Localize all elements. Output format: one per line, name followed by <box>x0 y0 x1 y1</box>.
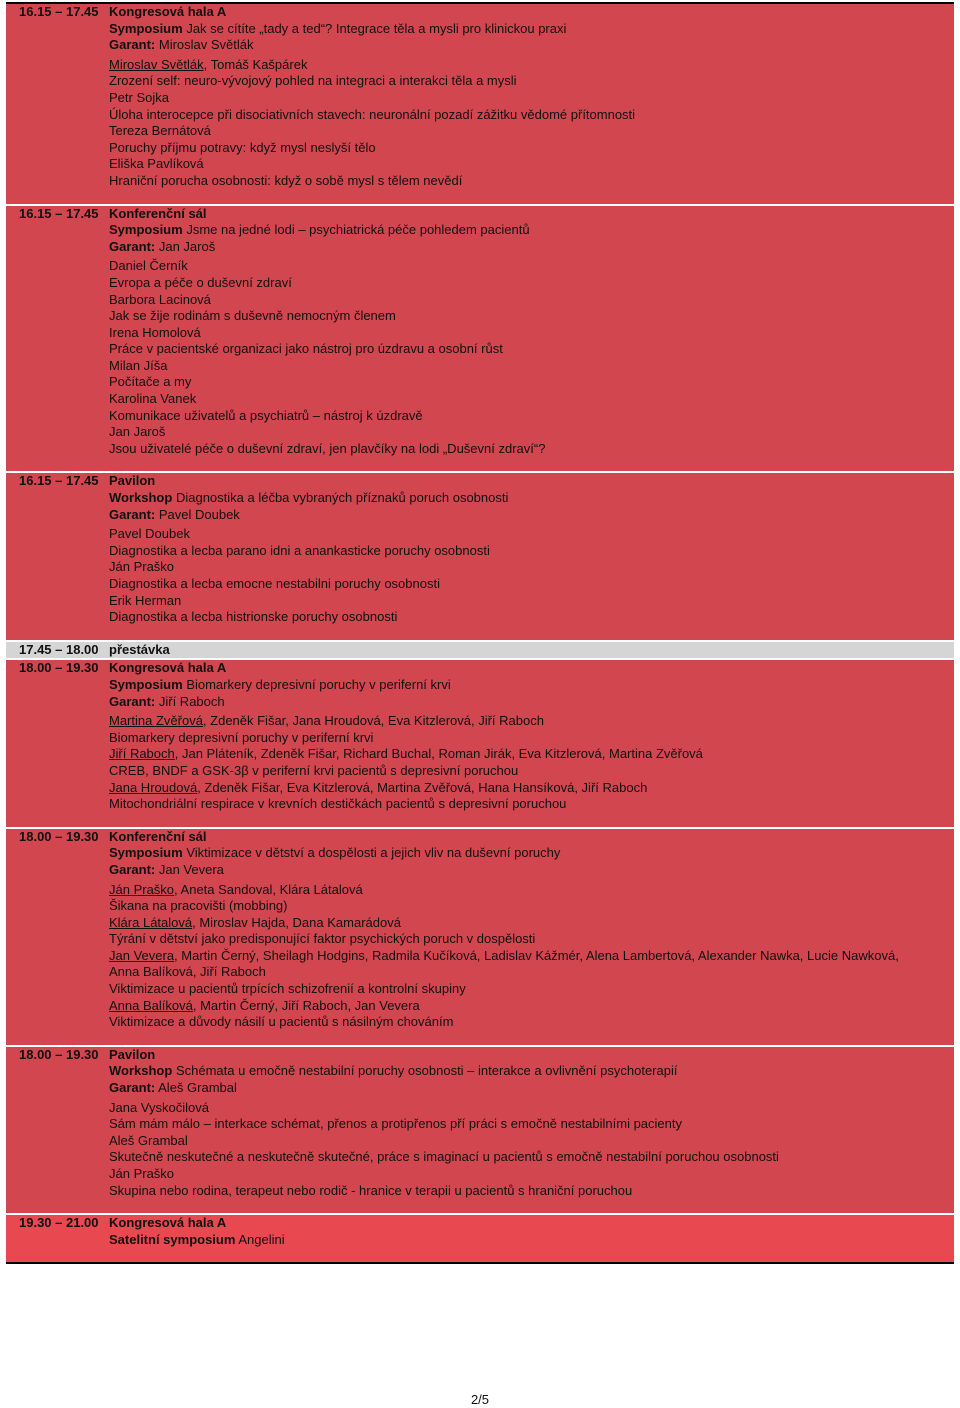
session-title-line <box>109 845 954 862</box>
talk-title: Mitochondriální respirace v krevních destičkách pacientů s depresivní poruchou <box>109 796 567 812</box>
talk-authors <box>109 593 954 610</box>
talk-title: Jsou uživatelé péče o duševní zdraví, jen plavčíky na lodi „Duševní zdraví“? <box>109 440 546 456</box>
session-type: Workshop <box>109 490 173 506</box>
schedule <box>6 2 954 1264</box>
talk-authors <box>109 1133 954 1150</box>
talk-coauthors: , Martin Černý, Sheilagh Hodgins, Radmila Kučíková, Ladislav Kážmér, Alena Lambertová, Alexander Nawka, Lucie Nawková, <box>174 947 899 963</box>
talk-first-author: Tereza Bernátová <box>109 123 211 139</box>
talk-authors <box>109 90 954 107</box>
talk-title: Skutečně neskutečné a neskutečně skutečné, práce s imaginací u pacientů s emočně nestabilní poruchou osobnosti <box>109 1149 779 1165</box>
talk-authors <box>109 915 954 932</box>
talk-title: Diagnostika a lecba parano idni a anankasticke poruchy osobnosti <box>109 542 490 558</box>
talk-authors <box>109 746 954 763</box>
garant-name: Jan Vevera <box>158 861 224 877</box>
talk-first-author: Jana Vyskočilová <box>109 1099 209 1115</box>
talk-authors <box>109 57 954 74</box>
talk-authors <box>109 424 954 441</box>
page-number: 2/5 <box>470 1392 490 1407</box>
talk-authors <box>109 1166 954 1183</box>
session-block <box>6 2 954 206</box>
session-title: Viktimizace v dětství a dospělosti a jejich vliv na duševní poruchy <box>186 845 561 861</box>
session-title-line <box>109 222 954 239</box>
satellite-time: 19.30 – 21.00 <box>19 1215 99 1231</box>
talk-first-author: Miroslav Světlák <box>109 56 204 72</box>
talk-title: Šikana na pracovišti (mobbing) <box>109 898 288 914</box>
session-garant-line <box>109 507 954 524</box>
talk-coauthors: , Martin Černý, Jiří Raboch, Jan Vevera <box>192 997 420 1013</box>
talk-authors <box>109 948 954 965</box>
session-time: 18.00 – 19.30 <box>19 1046 99 1062</box>
talk-title: Sám mám málo – interkace schémat, přenos a protipřenos pří práci s emočně nestabilními pacienty <box>109 1116 682 1132</box>
talk-title: CREB, BNDF a GSK-3β v periferní krvi pacientů s depresivní poruchou <box>109 762 519 778</box>
talk-title: Diagnostika a lecba histrionske poruchy osobnosti <box>109 609 398 625</box>
session-time: 16.15 – 17.45 <box>19 4 99 19</box>
talk-coauthors: , Zdeněk Fišar, Eva Kitzlerová, Martina Zvěřová, Hana Hansíková, Jiří Raboch <box>197 779 648 795</box>
talk-first-author: Jiří Raboch <box>109 746 175 762</box>
session-garant-line <box>109 239 954 256</box>
talk-authors <box>109 123 954 140</box>
talk-coauthors: , Tomáš Kašpárek <box>203 56 308 72</box>
session-block <box>6 1047 954 1215</box>
satellite-type: Satelitní symposium <box>109 1231 236 1247</box>
talk-coauthors: , Miroslav Hajda, Dana Kamarádová <box>192 914 401 930</box>
session-type: Symposium <box>109 845 183 861</box>
session-garant-line <box>109 694 954 711</box>
talk-authors <box>109 325 954 342</box>
talk-authors <box>109 292 954 309</box>
talk-title: Hraniční porucha osobnosti: když o sobě mysl s tělem nevědí <box>109 172 463 188</box>
session-time: 18.00 – 19.30 <box>19 828 99 844</box>
talk-title: Evropa a péče o duševní zdraví <box>109 274 292 290</box>
session-room: Konferenční sál <box>109 205 207 221</box>
garant-label: Garant: <box>109 693 156 709</box>
session-garant-line <box>109 37 954 54</box>
talk-first-author: Eliška Pavlíková <box>109 156 204 172</box>
session-content <box>109 1047 954 1213</box>
session-room: Kongresová hala A <box>109 4 227 19</box>
talk-first-author: Ján Praško <box>109 1166 175 1181</box>
garant-name: Aleš Grambal <box>158 1080 237 1096</box>
session-title-line <box>109 490 954 507</box>
talk-first-author: Klára Látalová <box>109 914 193 930</box>
satellite-title-line <box>109 1232 954 1249</box>
talk-authors <box>109 882 954 899</box>
session-room: Konferenční sál <box>109 828 207 844</box>
session-time: 16.15 – 17.45 <box>19 205 99 221</box>
session-room: Pavilon <box>109 473 156 489</box>
session-row <box>6 206 954 472</box>
talk-authors <box>109 358 954 375</box>
garant-label: Garant: <box>109 37 156 53</box>
talk-first-author: Aleš Grambal <box>109 1132 188 1148</box>
talk-first-author: Jan Jaroš <box>109 424 166 440</box>
session-type: Symposium <box>109 222 183 238</box>
session-title: Jsme na jedné lodi – psychiatrická péče pohledem pacientů <box>186 222 530 238</box>
talk-first-author: Anna Balíková <box>109 997 193 1013</box>
talk-coauthors: , Jan Pláteník, Zdeněk Fišar, Richard Buchal, Roman Jirák, Eva Kitzlerová, Martina Zvěřová <box>174 746 703 762</box>
talk-first-author: Erik Herman <box>109 592 182 608</box>
session-row <box>6 473 954 639</box>
garant-name: Miroslav Světlák <box>158 37 254 53</box>
session-row <box>6 660 954 826</box>
talk-coauthors: , Zdeněk Fišar, Jana Hroudová, Eva Kitzlerová, Jiří Raboch <box>202 713 544 729</box>
talk-authors <box>109 391 954 408</box>
session-title-line <box>109 677 954 694</box>
talk-title: Skupina nebo rodina, terapeut nebo rodič - hranice v terapii u pacientů s hraniční poruchou <box>109 1182 633 1198</box>
session-title-line <box>109 21 954 38</box>
talk-title: Zrození self: neuro-vývojový pohled na integraci a interakci těla a mysli <box>109 73 517 89</box>
session-content <box>109 4 954 204</box>
talk-title: Viktimizace u pacientů trpících schizofrenií a kontrolní skupiny <box>109 981 466 997</box>
talk-authors <box>109 156 954 173</box>
garant-name: Pavel Doubek <box>158 506 240 522</box>
session-room: Pavilon <box>109 1046 156 1062</box>
satellite-room: Kongresová hala A <box>109 1215 227 1231</box>
talk-title: Úloha interocepce při disociativních stavech: neuronální pozadí zážitku vědomé přítomnosti <box>109 106 636 122</box>
talk-authors <box>109 559 954 576</box>
session-time: 16.15 – 17.45 <box>19 473 99 489</box>
talk-first-author: Ján Praško <box>109 559 175 575</box>
talk-first-author: Karolina Vanek <box>109 391 197 407</box>
session-block <box>6 829 954 1047</box>
talk-coauthors-cont: Anna Balíková, Jiří Raboch <box>109 964 266 980</box>
talk-authors <box>109 258 954 275</box>
session-block <box>6 473 954 641</box>
talk-title: Počítače a my <box>109 374 192 390</box>
talk-first-author: Barbora Lacinová <box>109 291 211 307</box>
talk-title: Biomarkery depresivní poruchy v periferní krvi <box>109 729 374 745</box>
talk-authors <box>109 780 954 797</box>
talk-authors <box>109 998 954 1015</box>
break-row <box>6 642 954 661</box>
break-label: přestávka <box>109 641 170 657</box>
talk-first-author: Petr Sojka <box>109 89 169 105</box>
talk-title: Práce v pacientské organizaci jako nástroj pro úzdravu a osobní růst <box>109 341 503 357</box>
session-time: 18.00 – 19.30 <box>19 660 99 676</box>
break-time: 17.45 – 18.00 <box>19 641 99 657</box>
session-title-line <box>109 1063 954 1080</box>
session-garant-line <box>109 862 954 879</box>
garant-name: Jiří Raboch <box>158 693 225 709</box>
session-content <box>109 206 954 472</box>
talk-title: Komunikace uživatelů a psychiatrů – nástroj k úzdravě <box>109 407 423 423</box>
talk-title: Týrání v dětství jako predisponující faktor psychických poruch v dospělosti <box>109 931 536 947</box>
talk-first-author: Daniel Černík <box>109 258 188 274</box>
session-content <box>109 829 954 1045</box>
talk-first-author: Milan Jíša <box>109 357 168 373</box>
session-type: Workshop <box>109 1063 173 1079</box>
session-title: Biomarkery depresivní poruchy v periferní krvi <box>186 676 451 692</box>
garant-label: Garant: <box>109 1080 156 1096</box>
garant-name: Jan Jaroš <box>158 238 216 254</box>
session-row <box>6 4 954 204</box>
session-garant-line <box>109 1080 954 1097</box>
session-block <box>6 206 954 474</box>
talk-coauthors: , Aneta Sandoval, Klára Látalová <box>174 881 363 897</box>
talk-authors <box>109 526 954 543</box>
session-type: Symposium <box>109 20 183 36</box>
talk-first-author: Jana Hroudová <box>109 779 198 795</box>
session-content <box>109 473 954 639</box>
session-title: Schémata u emočně nestabilní poruchy osobnosti – interakce a ovlivnění psychoterapií <box>175 1063 678 1079</box>
talk-title: Poruchy příjmu potravy: když mysl neslyší tělo <box>109 139 376 155</box>
garant-label: Garant: <box>109 506 156 522</box>
talk-authors <box>109 713 954 730</box>
garant-label: Garant: <box>109 861 156 877</box>
talk-first-author: Ján Praško <box>109 881 175 897</box>
talk-authors <box>109 1100 954 1117</box>
session-block <box>6 660 954 828</box>
session-row <box>6 829 954 1045</box>
talk-title: Jak se žije rodinám s duševně nemocným členem <box>109 308 396 324</box>
garant-label: Garant: <box>109 238 156 254</box>
satellite-title: Angelini <box>238 1231 285 1247</box>
session-room: Kongresová hala A <box>109 660 227 676</box>
talk-first-author: Jan Vevera <box>109 947 175 963</box>
talk-first-author: Irena Homolová <box>109 324 201 340</box>
talk-title: Viktimizace a důvody násilí u pacientů s násilným chováním <box>109 1014 454 1030</box>
session-content <box>109 660 954 826</box>
session-title: Diagnostika a léčba vybraných příznaků poruch osobnosti <box>175 490 509 506</box>
satellite-block <box>6 1215 954 1264</box>
talk-first-author: Pavel Doubek <box>109 526 190 542</box>
session-row <box>6 1047 954 1213</box>
talk-title: Diagnostika a lecba emocne nestabilni poruchy osobnosti <box>109 576 440 591</box>
talk-first-author: Martina Zvěřová <box>109 713 203 729</box>
session-title: Jak se cítíte „tady a ted“? Integrace těla a mysli pro klinickou praxi <box>186 20 567 36</box>
session-type: Symposium <box>109 676 183 692</box>
